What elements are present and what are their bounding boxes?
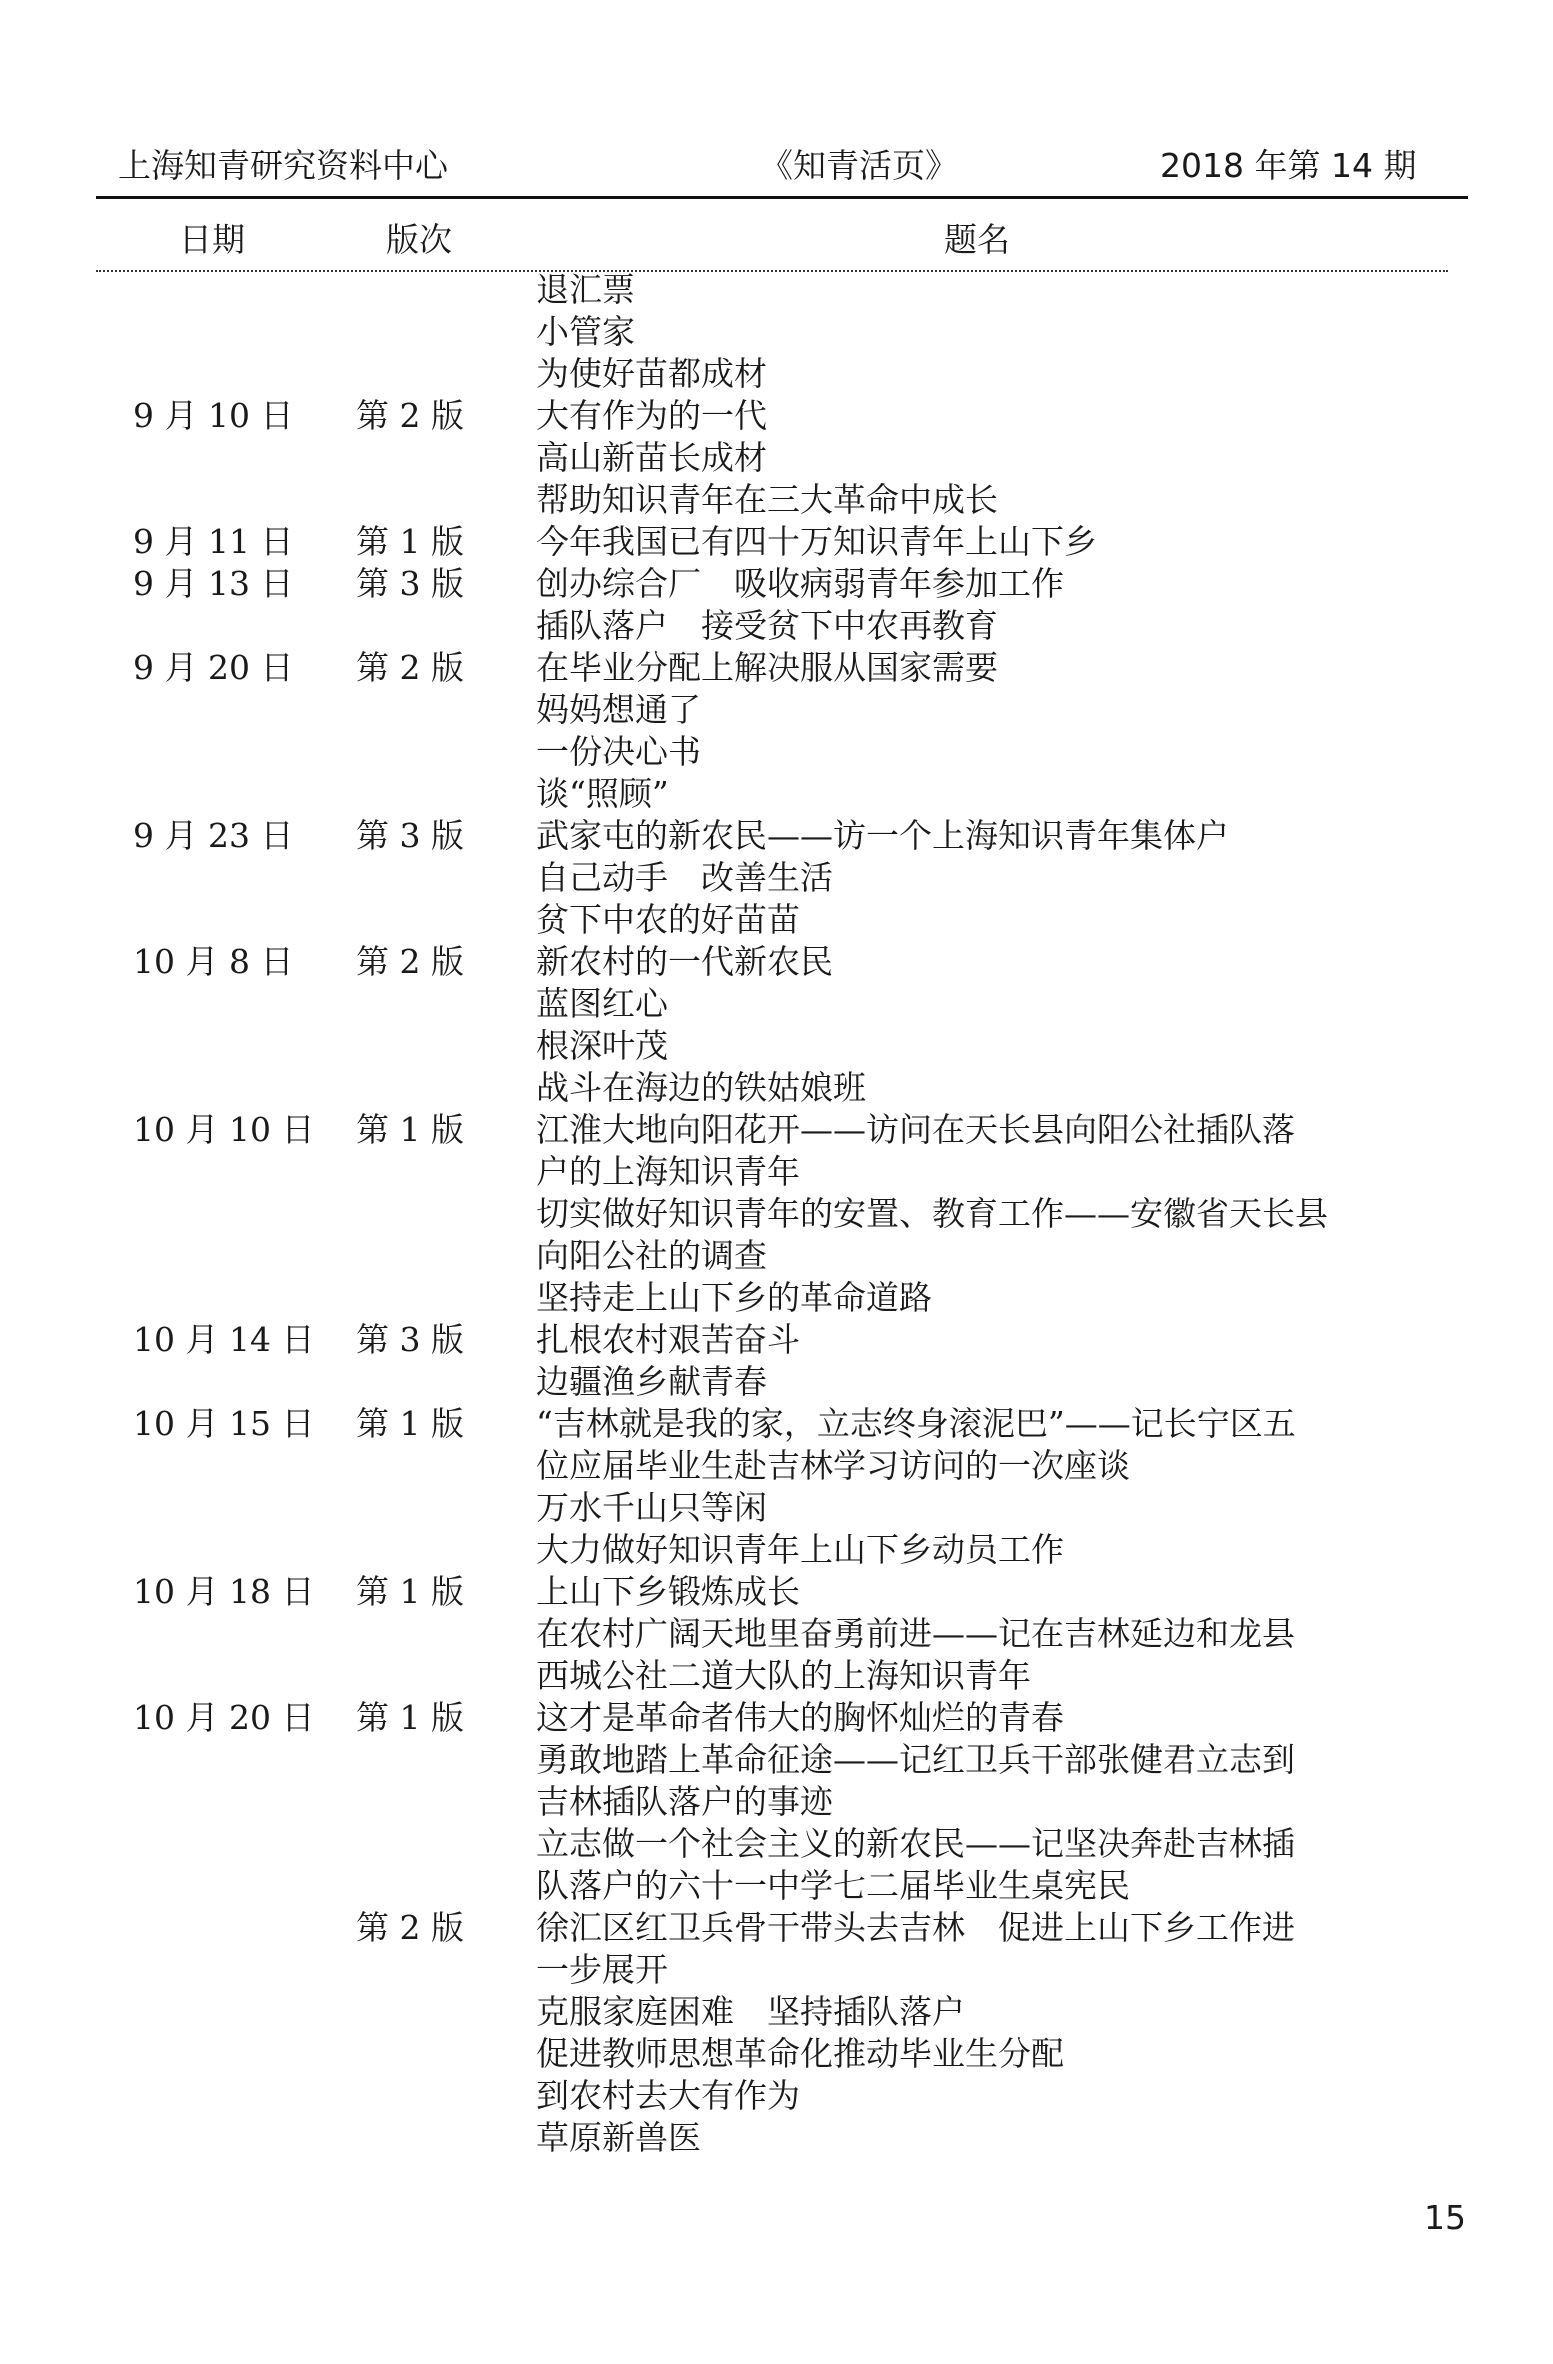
table-row [0, 605, 1553, 647]
table-row [0, 1991, 1553, 2033]
row-title: 大力做好知识青年上山下乡动员工作 [536, 1530, 1064, 1569]
table-row [0, 437, 1553, 479]
table-row [0, 2033, 1553, 2075]
row-edition: 第 2 版 [356, 396, 464, 435]
row-edition: 第 1 版 [356, 1110, 464, 1149]
table-row [0, 269, 1553, 311]
table-row [0, 941, 1553, 983]
row-title: 在农村广阔天地里奋勇前进——记在吉林延边和龙县 [536, 1614, 1295, 1653]
table-row [0, 857, 1553, 899]
row-title: 创办综合厂 吸收病弱青年参加工作 [536, 564, 1064, 603]
row-date: 9 月 13 日 [133, 564, 294, 603]
row-title: 战斗在海边的铁姑娘班 [536, 1068, 866, 1107]
table-row [0, 311, 1553, 353]
row-title: 帮助知识青年在三大革命中成长 [536, 480, 998, 519]
table-row [0, 353, 1553, 395]
table-row [0, 1403, 1553, 1445]
table-row [0, 521, 1553, 563]
row-title: 这才是革命者伟大的胸怀灿烂的青春 [536, 1698, 1064, 1737]
row-title: 向阳公社的调查 [536, 1236, 767, 1275]
row-date: 10 月 18 日 [133, 1572, 315, 1611]
row-edition: 第 3 版 [356, 564, 464, 603]
table-row [0, 1151, 1553, 1193]
row-title: 大有作为的一代 [536, 396, 767, 435]
row-title: 蓝图红心 [536, 984, 668, 1023]
table-row [0, 1109, 1553, 1151]
table-row [0, 1739, 1553, 1781]
row-edition: 第 1 版 [356, 522, 464, 561]
table-row [0, 563, 1553, 605]
row-date: 10 月 10 日 [133, 1110, 315, 1149]
table-row [0, 815, 1553, 857]
row-title: 边疆渔乡献青春 [536, 1362, 767, 1401]
table-row [0, 1193, 1553, 1235]
row-title: 插队落户 接受贫下中农再教育 [536, 606, 998, 645]
table-row [0, 731, 1553, 773]
row-title: 立志做一个社会主义的新农民——记坚决奔赴吉林插 [536, 1824, 1295, 1863]
index-table [0, 269, 1553, 2159]
table-row [0, 1949, 1553, 1991]
row-title: 妈妈想通了 [536, 690, 701, 729]
row-date: 10 月 14 日 [133, 1320, 315, 1359]
row-edition: 第 1 版 [356, 1698, 464, 1737]
row-title: 为使好苗都成材 [536, 354, 767, 393]
row-title: 高山新苗长成材 [536, 438, 767, 477]
row-title: 万水千山只等闲 [536, 1488, 767, 1527]
table-row [0, 2117, 1553, 2159]
row-title: 坚持走上山下乡的革命道路 [536, 1278, 932, 1317]
table-row [0, 479, 1553, 521]
row-title: 扎根农村艰苦奋斗 [536, 1320, 800, 1359]
table-row [0, 899, 1553, 941]
row-title: 小管家 [536, 312, 635, 351]
row-edition: 第 2 版 [356, 1908, 464, 1947]
row-date: 9 月 23 日 [133, 816, 294, 855]
row-date: 9 月 11 日 [133, 522, 294, 561]
row-title: 贫下中农的好苗苗 [536, 900, 800, 939]
row-title: 到农村去大有作为 [536, 2076, 800, 2115]
table-row [0, 1361, 1553, 1403]
table-row [0, 1529, 1553, 1571]
table-row [0, 1823, 1553, 1865]
row-title: 吉林插队落户的事迹 [536, 1782, 833, 1821]
row-title: 谈“照顾” [536, 774, 669, 813]
row-edition: 第 1 版 [356, 1404, 464, 1443]
row-title: 西城公社二道大队的上海知识青年 [536, 1656, 1031, 1695]
table-row [0, 689, 1553, 731]
row-edition: 第 2 版 [356, 648, 464, 687]
table-row [0, 983, 1553, 1025]
row-date: 10 月 15 日 [133, 1404, 315, 1443]
header-issue: 2018 年第 14 期 [1160, 146, 1417, 185]
table-row [0, 773, 1553, 815]
column-header-date: 日期 [179, 220, 245, 259]
header-organization: 上海知青研究资料中心 [118, 146, 448, 185]
table-row [0, 1613, 1553, 1655]
page-header [118, 140, 1468, 190]
row-title: 勇敢地踏上革命征途——记红卫兵干部张健君立志到 [536, 1740, 1295, 1779]
header-publication: 《知青活页》 [760, 146, 958, 185]
row-title: 退汇票 [536, 270, 635, 309]
row-title: 户的上海知识青年 [536, 1152, 800, 1191]
row-title: 一份决心书 [536, 732, 701, 771]
column-header-title: 题名 [944, 220, 1010, 259]
table-row [0, 1277, 1553, 1319]
row-title: 新农村的一代新农民 [536, 942, 833, 981]
row-title: 武家屯的新农民——访一个上海知识青年集体户 [536, 816, 1229, 855]
row-date: 10 月 8 日 [133, 942, 294, 981]
row-title: 一步展开 [536, 1950, 668, 1989]
row-date: 9 月 10 日 [133, 396, 294, 435]
table-row [0, 1571, 1553, 1613]
row-edition: 第 3 版 [356, 1320, 464, 1359]
row-title: 切实做好知识青年的安置、教育工作——安徽省天长县 [536, 1194, 1328, 1233]
table-row [0, 1907, 1553, 1949]
page-number: 15 [1424, 2198, 1466, 2237]
table-row [0, 1865, 1553, 1907]
column-header-edition: 版次 [386, 220, 452, 259]
row-title: 在毕业分配上解决服从国家需要 [536, 648, 998, 687]
row-title: 根深叶茂 [536, 1026, 668, 1065]
row-title: 江淮大地向阳花开——访问在天长县向阳公社插队落 [536, 1110, 1295, 1149]
row-date: 10 月 20 日 [133, 1698, 315, 1737]
table-row [0, 647, 1553, 689]
row-edition: 第 2 版 [356, 942, 464, 981]
row-title: 上山下乡锻炼成长 [536, 1572, 800, 1611]
table-row [0, 1067, 1553, 1109]
row-title: 队落户的六十一中学七二届毕业生桌宪民 [536, 1866, 1130, 1905]
row-title: 位应届毕业生赴吉林学习访问的一次座谈 [536, 1446, 1130, 1485]
table-row [0, 2075, 1553, 2117]
row-title: 克服家庭困难 坚持插队落户 [536, 1992, 965, 2031]
row-edition: 第 1 版 [356, 1572, 464, 1611]
row-title: 自己动手 改善生活 [536, 858, 833, 897]
table-row [0, 1487, 1553, 1529]
row-title: 今年我国已有四十万知识青年上山下乡 [536, 522, 1097, 561]
table-row [0, 1235, 1553, 1277]
table-row [0, 1319, 1553, 1361]
row-title: “吉林就是我的家，立志终身滚泥巴”——记长宁区五 [536, 1404, 1296, 1443]
row-edition: 第 3 版 [356, 816, 464, 855]
table-row [0, 1697, 1553, 1739]
row-date: 9 月 20 日 [133, 648, 294, 687]
table-row [0, 395, 1553, 437]
table-row [0, 1781, 1553, 1823]
table-row [0, 1445, 1553, 1487]
header-rule [96, 196, 1468, 199]
row-title: 草原新兽医 [536, 2118, 701, 2157]
table-row [0, 1655, 1553, 1697]
table-row [0, 1025, 1553, 1067]
row-title: 促进教师思想革命化推动毕业生分配 [536, 2034, 1064, 2073]
row-title: 徐汇区红卫兵骨干带头去吉林 促进上山下乡工作进 [536, 1908, 1295, 1947]
